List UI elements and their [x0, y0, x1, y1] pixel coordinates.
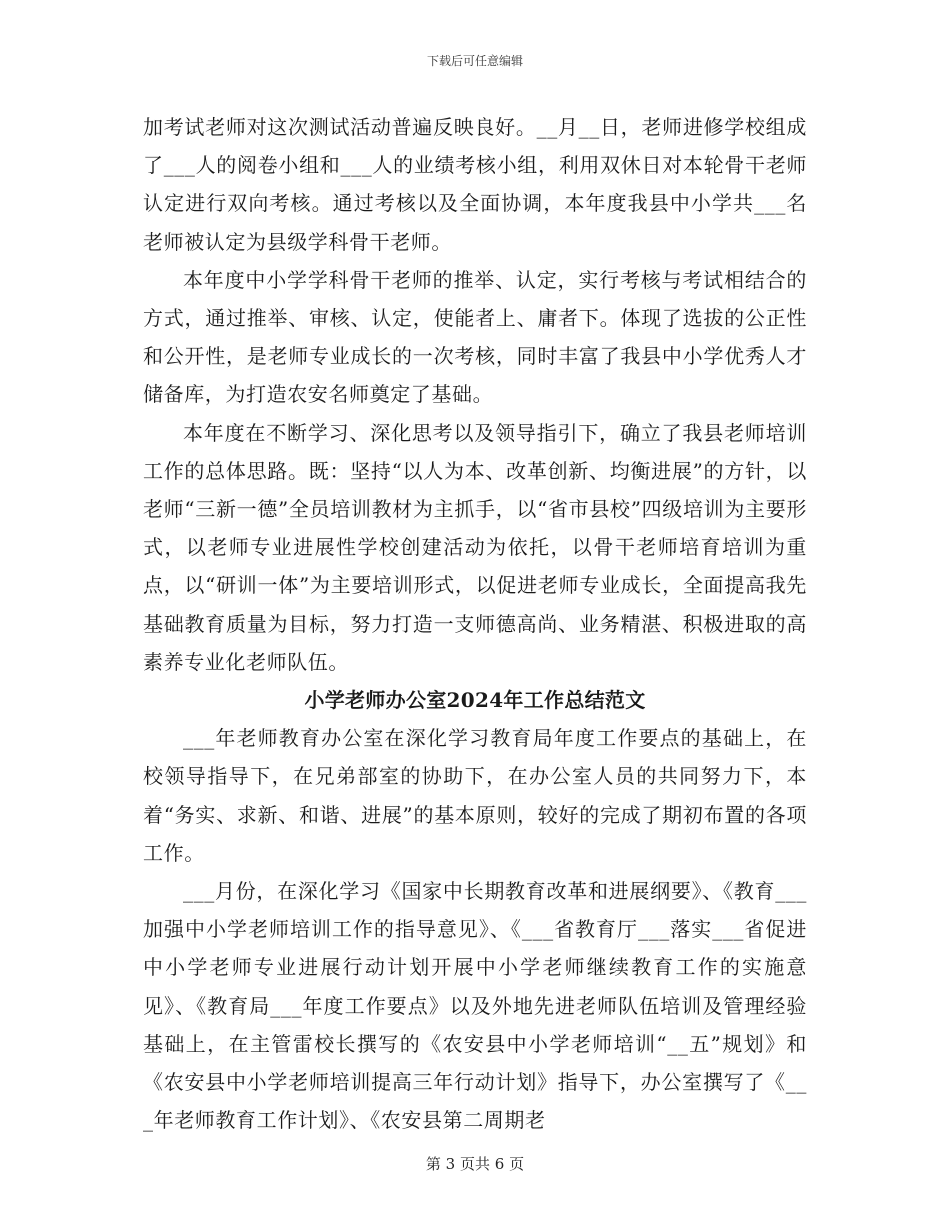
- page-footer: 第 3 页共 6 页: [425, 1155, 525, 1173]
- document-body: [143, 108, 807, 1139]
- section-paragraph-1: ___年老师教育办公室在深化学习教育局年度工作要点的基础上，在校领导指导下，在兄弟部室的协助下，在办公室人员的共同努力下，本着“务实、求新、和谐、进展”的基本原则，较好的完成了期初布置的各项工作。: [143, 726, 807, 865]
- body-paragraph-2: 本年度中小学学科骨干老师的推举、认定，实行考核与考试相结合的方式，通过推举、审核、认定，使能者上、庸者下。体现了选拔的公正性和公开性，是老师专业成长的一次考核，同时丰富了我县中小学优秀人才储备库，为打造农安名师奠定了基础。: [143, 267, 807, 407]
- body-paragraph-3: 本年度在不断学习、深化思考以及领导指引下，确立了我县老师培训工作的总体思路。既：坚持“以人为本、改革创新、均衡进展”的方针，以老师“三新一德”全员培训教材为主抓手，以“省市县校”四级培训为主要形式，以老师专业进展性学校创建活动为依托，以骨干老师培育培训为重点，以“研训一体”为主要培训形式，以促进老师专业成长，全面提高我先基础教育质量为目标，努力打造一支师德高尚、业务精湛、积极进取的高素养专业化老师队伍。: [143, 420, 807, 674]
- section-title: 小学老师办公室2024年工作总结范文: [304, 688, 646, 713]
- page-header: 下载后可任意编辑: [426, 54, 523, 68]
- body-paragraph-1: 加考试老师对这次测试活动普遍反映良好。__月__日，老师进修学校组成了___人的阅卷小组和___人的业绩考核小组，利用双休日对本轮骨干老师认定进行双向考核。通过考核以及全面协调，本年度我县中小学共___名老师被认定为县级学科骨干老师。: [143, 115, 807, 254]
- section-paragraph-2: ___月份，在深化学习《国家中长期教育改革和进展纲要》、《教育___加强中小学老师培训工作的指导意见》、《___省教育厅___落实___省促进中小学老师专业进展行动计划开展中小学老师继续教育工作的实施意见》、《教育局___年度工作要点》以及外地先进老师队伍培训及管理经验基础上，在主管雷校长撰写的《农安县中小学老师培训“__五”规划》和《农安县中小学老师培训提高三年行动计划》指导下，办公室撰写了《___年老师教育工作计划》、《农安县第二周期老: [143, 879, 807, 1133]
